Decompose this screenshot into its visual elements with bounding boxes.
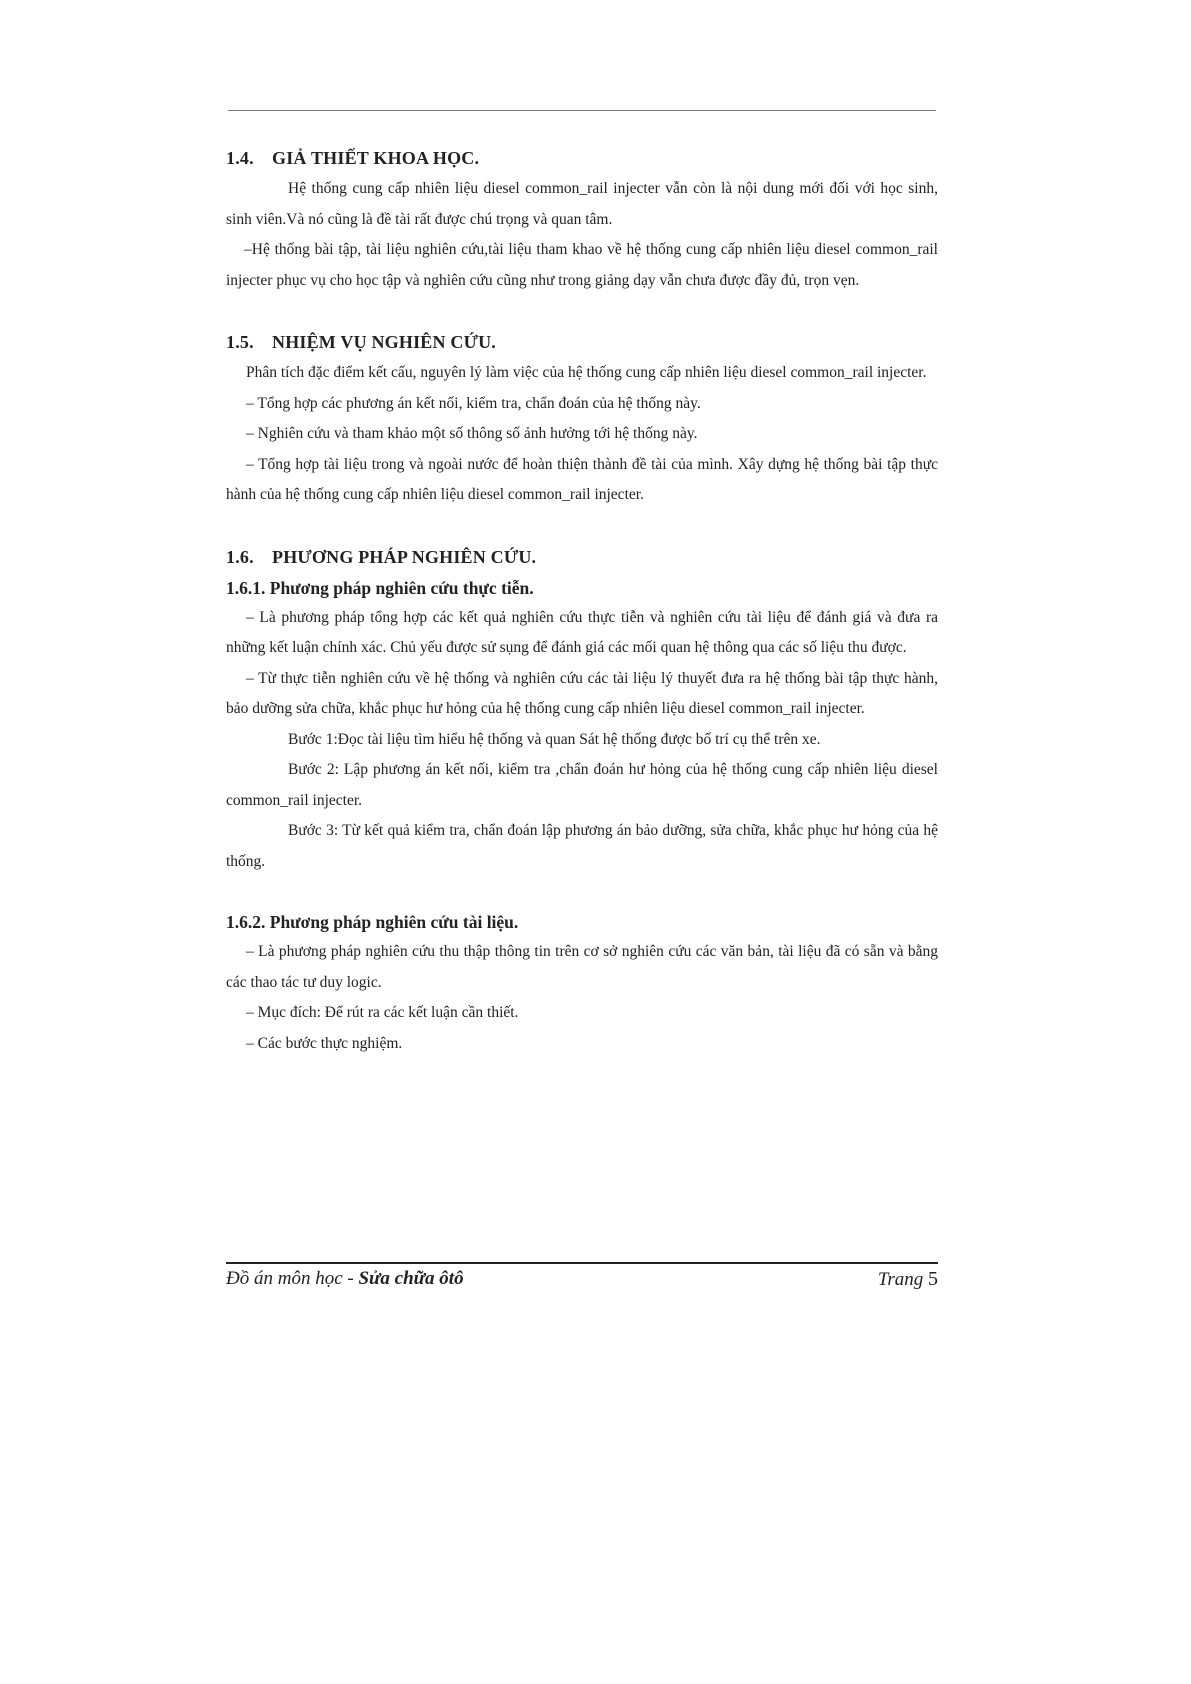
paragraph: – Tổng hợp tài liệu trong và ngoài nước để hoàn thiện thành đề tài của mình. Xây dựng hệ thống bài tập thực hành của hệ thống cung cấp nhiên liệu diesel common_rail injecter. bbox=[226, 455, 938, 503]
footer-course-title: Đồ án môn học - Sửa chữa ôtô bbox=[226, 1268, 464, 1289]
paragraph: – Từ thực tiễn nghiên cứu về hệ thống và nghiên cứu các tài liệu lý thuyết đưa ra hệ thống bài tập thực hành, bảo dưỡng sửa chữa, khắc phục hư hỏng của hệ thống cung cấp nhiên liệu diesel common_rail injecter. bbox=[226, 669, 938, 717]
section-heading-1-6: 1.6. PHƯƠNG PHÁP NGHIÊN CỨU. bbox=[226, 546, 537, 567]
page-footer bbox=[226, 1268, 938, 1291]
paragraph: – Mục đích: Để rút ra các kết luận cần thiết. bbox=[246, 1004, 519, 1021]
paragraph: Bước 3: Từ kết quả kiểm tra, chẩn đoán lập phương án bảo dưỡng, sửa chữa, khắc phục hư hỏng của hệ thống. bbox=[226, 822, 938, 870]
paragraph: –Hệ thống bài tập, tài liệu nghiên cứu,tài liệu tham khao về hệ thống cung cấp nhiên liệu diesel common_rail injecter phục vụ cho học tập và nghiên cứu cũng như trong giảng dạy vẫn chưa được đầy đủ, trọn vẹn. bbox=[226, 241, 938, 289]
section-heading-1-4: 1.4. GIẢ THIẾT KHOA HỌC. bbox=[226, 148, 480, 168]
header-rule bbox=[228, 110, 936, 111]
paragraph: – Là phương pháp tổng hợp các kết quả nghiên cứu thực tiễn và nghiên cứu tài liệu để đánh giá và đưa ra những kết luận chính xác. Chủ yếu được sử sụng để đánh giá các mối quan hệ thông qua các số liệu thu được. bbox=[226, 608, 938, 656]
page-number: Trang 5 bbox=[877, 1268, 938, 1290]
page-content bbox=[226, 142, 938, 1059]
paragraph: – Nghiên cứu và tham khảo một số thông số ảnh hưởng tới hệ thống này. bbox=[246, 425, 698, 442]
paragraph: – Các bước thực nghiệm. bbox=[246, 1034, 403, 1052]
subsection-heading-1-6-1: 1.6.1. Phương pháp nghiên cứu thực tiễn. bbox=[226, 577, 534, 598]
paragraph: Phân tích đặc điểm kết cấu, nguyên lý làm việc của hệ thống cung cấp nhiên liệu diesel common_rail injecter. bbox=[246, 364, 927, 381]
paragraph: Bước 2: Lập phương án kết nối, kiểm tra ,chẩn đoán hư hỏng của hệ thống cung cấp nhiên liệu diesel common_rail injecter. bbox=[226, 761, 938, 809]
subsection-heading-1-6-2: 1.6.2. Phương pháp nghiên cứu tài liệu. bbox=[226, 912, 519, 932]
paragraph: Hệ thống cung cấp nhiên liệu diesel common_rail injecter vẫn còn là nội dung mới đối với học sinh, sinh viên.Và nó cũng là đề tài rất được chú trọng và quan tâm. bbox=[226, 180, 938, 228]
section-heading-1-5: 1.5. NHIỆM VỤ NGHIÊN CỨU. bbox=[226, 332, 497, 352]
paragraph: – Tổng hợp các phương án kết nối, kiểm tra, chẩn đoán của hệ thống này. bbox=[246, 394, 701, 412]
paragraph: – Là phương pháp nghiên cứu thu thập thông tin trên cơ sở nghiên cứu các văn bản, tài liệu đã có sẵn và bằng các thao tác tư duy logic. bbox=[226, 943, 938, 991]
footer-rule bbox=[226, 1262, 938, 1264]
paragraph: Bước 1:Đọc tài liệu tìm hiểu hệ thống và quan Sát hệ thống được bố trí cụ thể trên xe. bbox=[288, 730, 821, 748]
